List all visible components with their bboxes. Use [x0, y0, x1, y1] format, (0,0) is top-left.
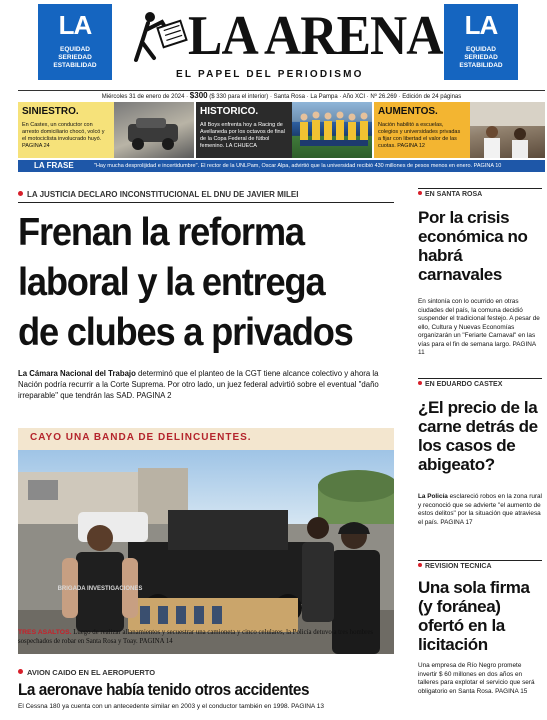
tagline: EL PAPEL DEL PERIODISMO: [176, 69, 364, 80]
quote-label: LA FRASE: [34, 161, 74, 170]
overturned-car-image: [114, 102, 194, 158]
divider: [418, 378, 542, 379]
issue-date: Miércoles 31 de enero de 2024 ·: [101, 94, 189, 100]
teaser-historico[interactable]: [196, 102, 372, 158]
photo-title-bar: [18, 428, 394, 450]
teaser-strip: [18, 102, 545, 158]
badge-title: LA: [58, 10, 92, 40]
teaser-photo: [292, 102, 372, 158]
teaser-text: Nación habilitó a escuelas, colegios y universidades privadas a fijar con libertad el valor de las cuotas. PAGINA 12: [378, 122, 461, 149]
teaser-photo: [114, 102, 194, 158]
main-lede: La Cámara Nacional del Trabajo determinó que el planteo de la CGT tiene alcance colectivo y ahora la Nación podría recurrir a la Corte Suprema. Por otro lado, un juez federal advirtió sobre el eventual "daño irreparable" que tendrán las SAD. PAGINA 2: [18, 369, 379, 400]
divider: [418, 188, 542, 189]
main-photo: [18, 450, 394, 654]
main-headline[interactable]: Frenan la reforma laboral y la entrega de clubes a privados: [18, 211, 353, 354]
issue-details: ($ 330 para el interior) · Santa Rosa · La Pampa · Año XCI · Nº 26.269 · Edición de 24 páginas: [209, 94, 462, 100]
masthead: [0, 0, 547, 88]
bottom-lede: El Cessna 180 ya cuenta con un antecedente similar en 2003 y el conductor también en 1998. PAGINA 13: [18, 703, 324, 710]
photo-title: CAYO UNA BANDA DE DELINCUENTES.: [30, 432, 252, 443]
sidebar-body: Una empresa de Río Negro promete invertir $ 60 millones en dos años en talleres para explotar el servicio que será obligatorio en Santa Rosa. PAGINA 15: [418, 662, 535, 695]
bottom-kicker: AVION CAIDO EN EL AEROPUERTO: [18, 668, 155, 677]
teaser-title: AUMENTOS.: [378, 106, 438, 117]
teaser-text: All Boys enfrenta hoy a Racing de Avellaneda por los octavos de final de la Copa Federal de fútbol femenino. LA CHUECA: [200, 122, 285, 149]
sidebar-headline[interactable]: Una sola firma (y foránea) ofertó en la licitación: [418, 578, 530, 654]
football-team-image: [292, 102, 372, 158]
teaser-title: HISTORICO.: [200, 106, 259, 117]
police-seizure-image: [18, 450, 394, 654]
sidebar-kicker: EN SANTA ROSA: [418, 191, 482, 198]
newspaper-title: LA ARENA: [188, 5, 443, 67]
logo-figure-icon: [132, 8, 188, 66]
brand-badge-left: [38, 4, 112, 80]
sidebar-body: En sintonía con lo ocurrido en otras ciudades del país, la comuna decidió suspender el tradicional festejo. A pesar de ello, Cultura y Nuevas Economías organizarán un "Feriarte Carnaval" en las vías para el fin de semana largo. PAGINA 11: [418, 298, 540, 356]
sidebar-kicker: EN EDUARDO CASTEX: [418, 381, 502, 388]
teaser-siniestro[interactable]: [18, 102, 194, 158]
sidebar-body: La Policía esclareció robos en la zona rural y reconoció que se advierte "el aumento de estos delitos" por la situación que atraviesa el país. PAGINA 17: [418, 493, 542, 526]
quote-text: "Hay mucha desprolijidad e incertidumbre". El rector de la UNLPam, Oscar Alpa, advirtió que la universidad recibió 430 millones de pesos menos en enero. PAGINA 10: [94, 163, 502, 169]
sidebar-headline[interactable]: ¿El precio de la carne detrás de los casos de abigeato?: [418, 398, 538, 474]
badge-motto: EQUIDAD SERIEDAD ESTABILIDAD: [53, 46, 97, 69]
brand-badge-right: [444, 4, 518, 80]
dateline: [18, 90, 545, 101]
divider: [18, 202, 394, 203]
main-kicker: LA JUSTICIA DECLARO INCONSTITUCIONAL EL DNU DE JAVIER MILEI: [18, 190, 298, 199]
classroom-image: [470, 102, 545, 158]
main-photo-block[interactable]: [18, 428, 394, 654]
teaser-photo: [470, 102, 545, 158]
divider: [418, 560, 542, 561]
sidebar-headline[interactable]: Por la crisis económica no habrá carnavales: [418, 208, 528, 284]
bottom-headline[interactable]: La aeronave había tenido otros accidentes: [18, 680, 310, 699]
teaser-text: En Castex, un conductor con arresto domiciliario chocó, volcó y el motociclista involucrado huyó. PAGINA 24: [22, 122, 105, 149]
badge-title: LA: [464, 10, 498, 40]
badge-motto: EQUIDAD SERIEDAD ESTABILIDAD: [459, 46, 503, 69]
issue-price: $300: [189, 91, 208, 100]
quote-bar: [18, 160, 545, 172]
vest-text: BRIGADA INVESTIGACIONES: [57, 586, 143, 592]
photo-caption: TRES ASALTOS. Luego de realizar allanamientos y secuestrar una camioneta y cinco celulares, la Policía detuvo a tres hombres sospechados de robar en Santa Rosa y Toay. PAGINA 14: [18, 629, 374, 645]
teaser-title: SINIESTRO.: [22, 106, 79, 117]
sidebar-kicker: REVISION TECNICA: [418, 563, 492, 570]
teaser-aumentos[interactable]: [374, 102, 545, 158]
newspaper-logo[interactable]: [128, 2, 443, 72]
